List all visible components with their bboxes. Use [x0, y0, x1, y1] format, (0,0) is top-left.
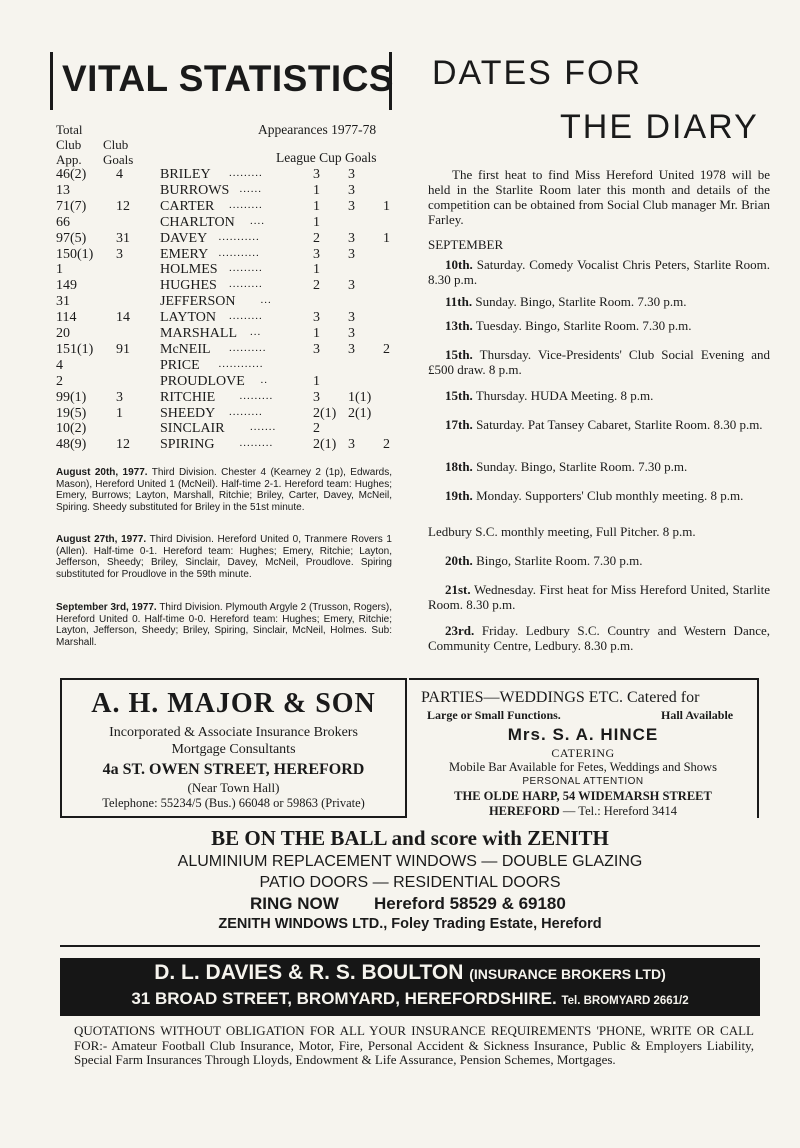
ad-hince-catering: CATERING — [551, 746, 615, 760]
ad-major-line2: Mortgage Consultants — [171, 742, 296, 757]
diary-event: 18th. Sunday. Bingo, Starlite Room. 7.30 p.m. — [445, 459, 688, 474]
ad-zenith-line2: PATIO DOORS — RESIDENTIAL DOORS — [259, 874, 561, 891]
diary-event: 11th. Sunday. Bingo, Starlite Room. 7.30 p.m. — [445, 294, 687, 309]
player-leader-dots: ....... — [250, 421, 277, 434]
player-leader-dots: ........... — [218, 246, 260, 259]
player-leader-dots: ......... — [229, 405, 263, 418]
header-app: App. — [56, 152, 82, 167]
player-name: PRICE — [160, 357, 200, 373]
player-cup-appearances: 3 — [348, 230, 355, 246]
player-cup-appearances: 3 — [348, 326, 355, 341]
player-league-appearances: 1 — [313, 182, 320, 198]
player-cup-appearances: 3 — [348, 198, 355, 214]
player-cup-appearances: 3 — [348, 437, 355, 453]
player-cup-appearances: 3 — [348, 182, 355, 198]
stats-table: 46(2) 4 BRILEY ......... 3 3 13 BURROWS ...... 1 3 71(7) 12 CARTER ......... 1 3 1 66 CHARLTON .... 1 97(5) 31 DAVEY ........... 2 3 1 150(1) 3 EMERY ........... 3 3 1 HOLMES ......... 1 149 HUGHES ......... 2 3 31 JEFFERSON ... 114 14 LAYTON ......... 3 3 20 MARSHALL ... 1 3 151(1) 91 McNEIL .......... 3 3 2 4 PRICE ............ 2 PROUDLOVE .. 1 99(1) 3 RITCHIE ......... 3 1(1) 19(5) 1 SHEEDY ......... 2(1) 2(1) 10(2) SINCLAIR ....... 2 48(9) 12 SPIRING ......... 2(1) 3 2 — [56, 167, 390, 453]
ad-major-phone: Telephone: 55234/5 (Bus.) 66048 or 59863 (Private) — [102, 796, 365, 810]
player-name: HUGHES — [160, 278, 217, 294]
player-leader-dots: .... — [250, 214, 265, 227]
header-club-app: Club — [56, 137, 82, 152]
player-leader-dots: ...... — [239, 182, 262, 195]
ad-hince-headline: PARTIES—WEDDINGS ETC. Catered for — [421, 689, 700, 706]
player-name: SPIRING — [160, 437, 215, 453]
player-total-appearances: 20 — [56, 326, 70, 341]
player-name: CHARLTON — [160, 214, 235, 230]
player-total-appearances: 46(2) — [56, 167, 87, 182]
match-date: September 3rd, 1977. — [56, 602, 157, 613]
diary-event: 19th. Monday. Supporters' Club monthly meeting. 8 p.m. — [445, 488, 744, 503]
match-text: Third Division. Chester 4 (Kearney 2 (1p), Edwards, Mason), Hereford United 1 (McNeil). Half-time 2-1. Hereford team: Hughes; Emery, Burrows; Layton, Marshall, Ritchie; Briley, Carter, Davey, McNeil, Spiring. Sheedy substituted for Briley in the 51st minute. — [56, 467, 392, 513]
player-name: HOLMES — [160, 262, 218, 278]
header-appearances: Appearances 1977-78 — [258, 122, 377, 137]
player-name: SINCLAIR — [160, 421, 225, 437]
ad-davies-address: 31 BROAD STREET, BROMYARD, HEREFORDSHIRE. — [131, 989, 557, 1008]
diary-month: SEPTEMBER — [428, 237, 504, 252]
player-leader-dots: .......... — [229, 341, 267, 354]
ad-hince-box — [409, 678, 759, 818]
ad-davies-body: QUOTATIONS WITHOUT OBLIGATION FOR ALL YOUR INSURANCE REQUIREMENTS 'PHONE, WRITE OR CALL FOR:- Amateur Football Club Insurance, Motor, Fire, Personal Accident & Sickness Insurance, Public & Employers Liability, Special Farm Insurances Through Lloyds, Endowment & Life Assurance, Pension Schemes, Mortgages. — [74, 1023, 754, 1067]
header-goals: Goals — [103, 152, 134, 167]
ad-hince-left: Large or Small Functions. — [427, 708, 561, 722]
player-league-appearances: 2 — [313, 421, 320, 437]
player-name: JEFFERSON — [160, 294, 236, 310]
player-season-goals: 1 — [383, 198, 390, 214]
match-report-2 — [56, 534, 392, 580]
player-cup-appearances: 2(1) — [348, 405, 372, 421]
player-league-appearances: 3 — [313, 310, 320, 326]
player-name: BURROWS — [160, 182, 230, 198]
player-leader-dots: ............ — [218, 357, 264, 370]
player-leader-dots: ......... — [229, 310, 263, 323]
ad-davies-tel: Tel. BROMYARD 2661/2 — [561, 995, 689, 1007]
player-total-appearances: 151(1) — [56, 341, 94, 357]
ad-davies-address-line — [60, 989, 760, 1009]
player-total-appearances: 1 — [56, 262, 63, 278]
player-league-appearances: 1 — [313, 262, 320, 278]
diary-event: 15th. Thursday. Vice-Presidents' Club Social Evening and £500 draw. 8 p.m. — [428, 347, 771, 377]
player-total-appearances: 2 — [56, 373, 63, 389]
player-name: RITCHIE — [160, 389, 216, 405]
player-total-appearances: 31 — [56, 294, 70, 310]
player-leader-dots: ........... — [218, 230, 260, 243]
player-league-appearances: 3 — [313, 389, 320, 405]
player-league-appearances: 2(1) — [313, 405, 337, 421]
player-league-appearances: 1 — [313, 214, 320, 230]
player-total-appearances: 48(9) — [56, 437, 87, 453]
diary-title-line2: THE DIARY — [560, 108, 759, 146]
ad-hince-mobile: Mobile Bar Available for Fetes, Weddings and Shows — [449, 760, 717, 774]
player-league-appearances: 1 — [313, 373, 320, 389]
ad-major-box — [60, 678, 407, 818]
player-name: CARTER — [160, 198, 215, 214]
player-leader-dots: ......... — [229, 167, 263, 179]
player-league-appearances: 2(1) — [313, 437, 337, 453]
player-leader-dots: .. — [260, 373, 268, 386]
ad-zenith-company: ZENITH WINDOWS LTD., Foley Trading Estate, Hereford — [218, 916, 602, 932]
diary-intro: The first heat to find Miss Hereford United 1978 will be held in the Starlite Room later this month and details of the competition can be obtained from Social Club manager Mr. Brian Farley. — [428, 167, 770, 227]
player-league-appearances: 2 — [313, 230, 320, 246]
player-league-appearances: 2 — [313, 278, 320, 294]
player-leader-dots: ... — [250, 326, 262, 338]
ad-major-near: (Near Town Hall) — [187, 780, 280, 795]
player-season-goals: 2 — [383, 437, 390, 453]
ad-davies-header — [60, 961, 760, 985]
player-name: LAYTON — [160, 310, 217, 326]
header-total: Total — [56, 122, 83, 137]
player-total-appearances: 13 — [56, 182, 70, 198]
player-cup-appearances: 3 — [348, 341, 355, 357]
ad-davies-band — [60, 958, 760, 1016]
player-league-appearances: 3 — [313, 246, 320, 262]
match-report-3 — [56, 602, 392, 648]
diary-event: 21st. Wednesday. First heat for Miss Hereford United, Starlite Room. 8.30 p.m. — [428, 582, 771, 612]
vital-statistics-title: VITAL STATISTICS — [62, 58, 395, 99]
player-total-appearances: 4 — [56, 357, 63, 373]
ad-davies-brokers: (INSURANCE BROKERS LTD) — [469, 966, 666, 982]
diary-event: 10th. Saturday. Comedy Vocalist Chris Peters, Starlite Room. 8.30 p.m. — [428, 257, 770, 287]
player-total-appearances: 114 — [56, 310, 77, 326]
player-total-appearances: 97(5) — [56, 230, 87, 246]
match-report-1 — [56, 467, 392, 513]
player-name: EMERY — [160, 246, 209, 262]
player-league-appearances: 1 — [313, 198, 320, 214]
player-leader-dots: ... — [260, 294, 272, 307]
ad-zenith-headline: BE ON THE BALL and score with ZENITH — [211, 826, 609, 850]
player-total-appearances: 150(1) — [56, 246, 94, 262]
ad-hince-venue: THE OLDE HARP, 54 WIDEMARSH STREET — [454, 789, 712, 803]
ad-zenith-ring: RING NOW — [250, 894, 339, 913]
player-name: McNEIL — [160, 341, 211, 357]
player-total-appearances: 149 — [56, 278, 77, 294]
player-league-appearances: 3 — [313, 341, 320, 357]
player-name: DAVEY — [160, 230, 208, 246]
player-cup-appearances: 3 — [348, 167, 355, 182]
match-date: August 27th, 1977. — [56, 534, 147, 545]
player-leader-dots: ......... — [229, 278, 263, 291]
player-total-appearances: 10(2) — [56, 421, 87, 437]
player-total-appearances: 19(5) — [56, 405, 87, 421]
ad-davies-name: D. L. DAVIES & R. S. BOULTON — [154, 961, 464, 984]
player-name: PROUDLOVE — [160, 373, 245, 389]
ad-zenith-line1: ALUMINIUM REPLACEMENT WINDOWS — DOUBLE GLAZING — [177, 853, 643, 870]
diary-event: 23rd. Friday. Ledbury S.C. Country and Western Dance, Community Centre, Ledbury. 8.30 p.m. — [428, 623, 771, 653]
ad-hince-contact — [409, 804, 757, 819]
diary-event: 15th. Thursday. HUDA Meeting. 8 p.m. — [445, 388, 654, 403]
match-text: Third Division. Plymouth Argyle 2 (Trusson, Rogers), Hereford United 0. Half-time 0-0. Hereford team: Hughes; Emery, Ritchie; Layton, Jefferson, Sheedy; Briley, Spiring, Sinclair, McNeil, Holmes. Sub: Marshall. — [56, 602, 392, 648]
player-name: BRILEY — [160, 167, 211, 182]
diary-event: 17th. Saturday. Pat Tansey Cabaret, Starlite Room. 8.30 p.m. — [445, 417, 763, 432]
player-cup-appearances: 3 — [348, 310, 355, 326]
diary-event: 20th. Bingo, Starlite Room. 7.30 p.m. — [445, 553, 643, 568]
player-cup-appearances: 3 — [348, 246, 355, 262]
player-cup-appearances: 1(1) — [348, 389, 372, 405]
ad-hince-town: HEREFORD — [488, 804, 560, 818]
diary-event: 13th. Tuesday. Bingo, Starlite Room. 7.30 p.m. — [445, 318, 692, 333]
ad-major-address: 4a ST. OWEN STREET, HEREFORD — [102, 761, 365, 778]
player-leader-dots: ......... — [239, 389, 274, 402]
player-total-appearances: 66 — [56, 214, 70, 230]
ad-major-line1: Incorporated & Associate Insurance Brokers — [109, 725, 358, 740]
diary-event: Ledbury S.C. monthly meeting, Full Pitcher. 8 p.m. — [428, 524, 696, 539]
player-league-appearances: 1 — [313, 326, 320, 341]
ad-zenith-box — [60, 820, 760, 947]
player-season-goals: 2 — [383, 341, 390, 357]
match-text: Third Division. Hereford United 0, Tranmere Rovers 1 (Allen). Half-time 0-1. Hereford team: Hughes; Emery, Ritchie; Layton, Jefferson, Sheedy; Briley, Sinclair, Davey, McNeil, Proudlove. Spiring substituted for Proudlove in the 59th minute. — [56, 534, 392, 580]
ad-zenith-numbers: Hereford 58529 & 69180 — [374, 894, 566, 913]
header-league-cup-goals: League Cup Goals — [276, 150, 377, 165]
ad-hince-personal: PERSONAL ATTENTION — [522, 776, 644, 787]
ad-hince-right: Hall Available — [661, 708, 734, 722]
player-leader-dots: ......... — [239, 437, 274, 450]
header-club: Club — [103, 137, 129, 152]
match-date: August 20th, 1977. — [56, 467, 148, 478]
player-total-appearances: 99(1) — [56, 389, 87, 405]
player-name: SHEEDY — [160, 405, 216, 421]
player-leader-dots: ......... — [229, 198, 263, 211]
ad-major-name: A. H. MAJOR & SON — [91, 688, 376, 719]
diary-title-line1: DATES FOR — [432, 54, 643, 92]
player-season-goals: 1 — [383, 230, 390, 246]
player-leader-dots: ......... — [229, 262, 263, 275]
ad-hince-name: Mrs. S. A. HINCE — [507, 725, 659, 744]
player-total-appearances: 71(7) — [56, 198, 87, 214]
player-name: MARSHALL — [160, 326, 238, 341]
player-league-appearances: 3 — [313, 167, 320, 182]
ad-hince-tel: — Tel.: Hereford 3414 — [562, 804, 678, 818]
player-cup-appearances: 3 — [348, 278, 355, 294]
